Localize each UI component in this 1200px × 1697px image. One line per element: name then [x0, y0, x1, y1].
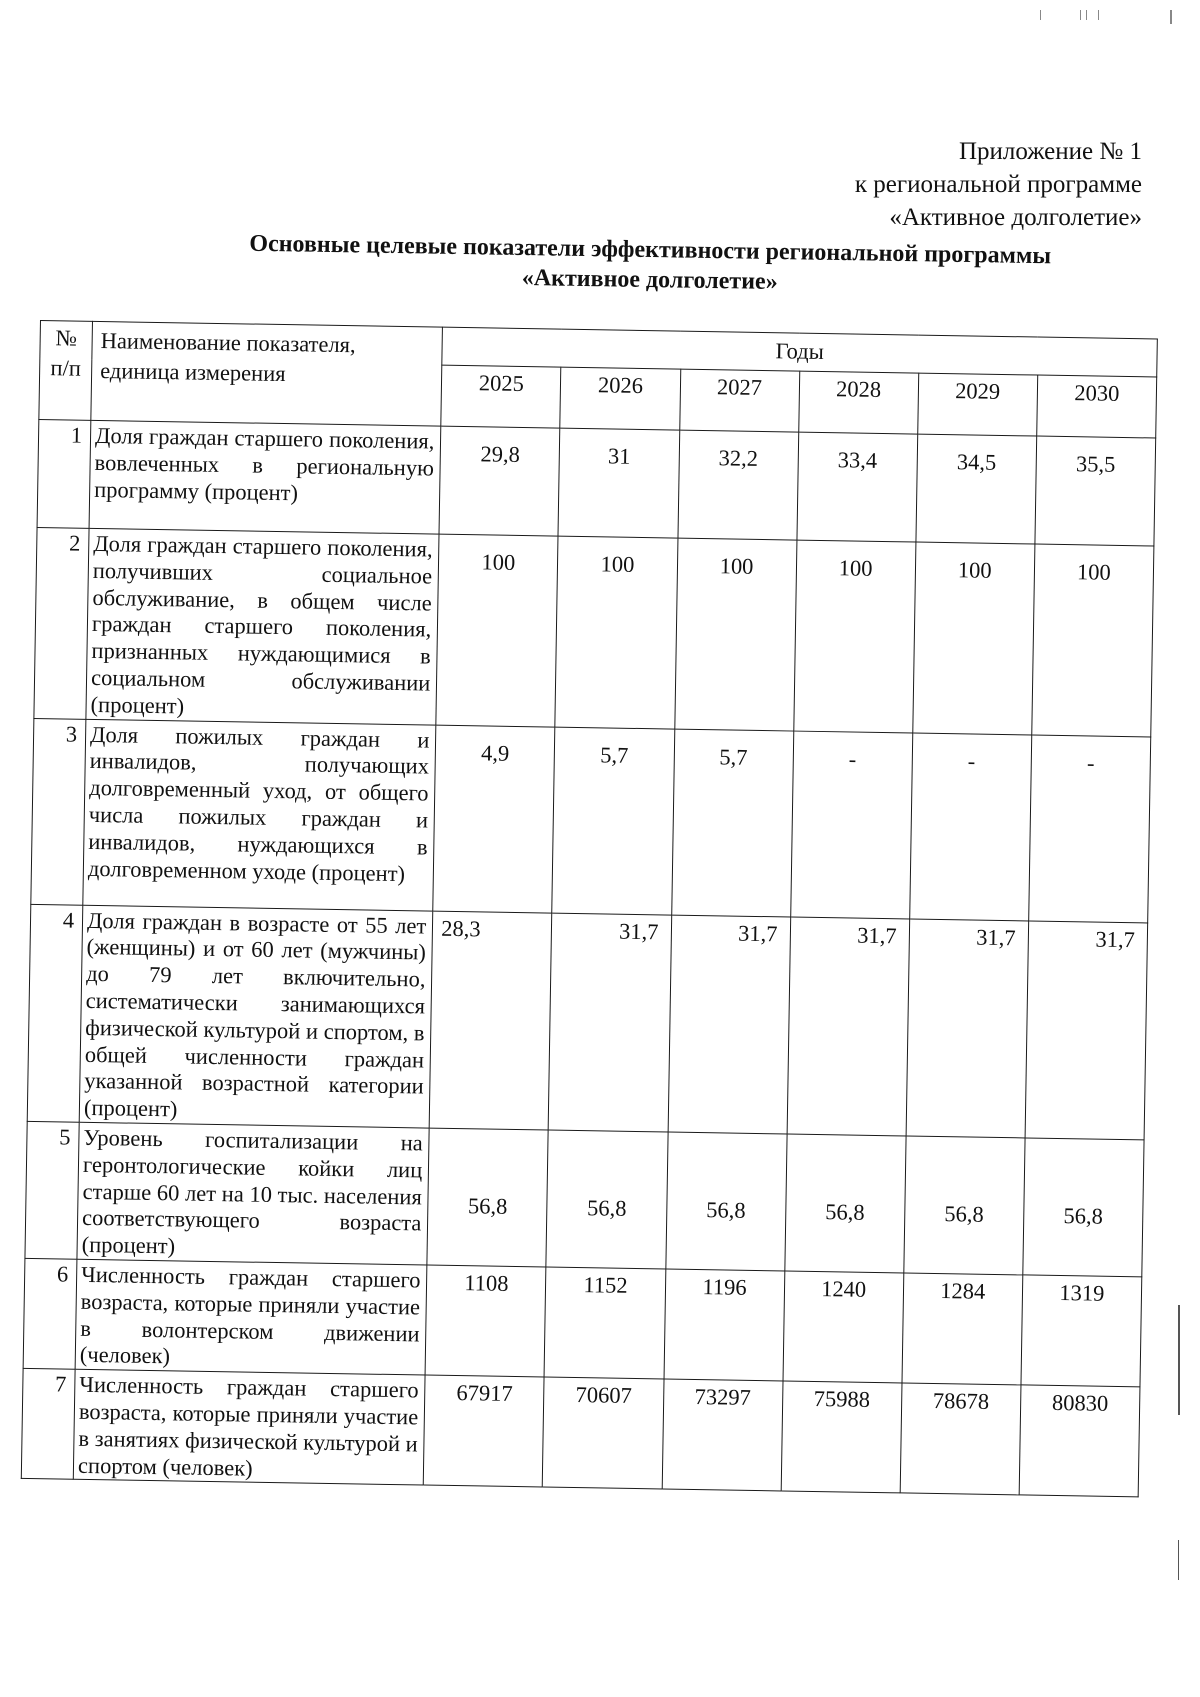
value-cell: 1152 [544, 1267, 665, 1379]
value-cell: 28,3 [429, 911, 552, 1130]
value-cell: 75988 [781, 1381, 902, 1493]
value-cell: 32,2 [677, 430, 798, 540]
indicator-name: Численность граждан старшего возраста, которые приняли участие в занятиях физической культурой и спортом (человек) [73, 1369, 425, 1485]
title-line: «Активное долголетие» [521, 264, 778, 296]
value-cell: 80830 [1019, 1385, 1140, 1497]
value-cell: 78678 [900, 1383, 1021, 1495]
indicators-table [21, 320, 1158, 1498]
value-cell: 31 [558, 428, 679, 538]
row-number: 1 [37, 419, 91, 528]
row-number: 3 [31, 718, 86, 905]
table-row [21, 1368, 1140, 1497]
value-cell: 1319 [1021, 1275, 1142, 1387]
value-cell: 35,5 [1035, 436, 1156, 546]
value-cell: 1108 [425, 1265, 546, 1377]
indicator-name: Доля граждан старшего поколения, вовлеченных в региональную программу (процент) [89, 420, 441, 534]
value-cell: 56,8 [784, 1134, 905, 1273]
table-row [37, 419, 1156, 546]
title-line: Основные целевые показатели эффективности региональной программы [249, 230, 1052, 270]
column-header-year: 2030 [1036, 375, 1156, 438]
table-row [31, 718, 1151, 922]
value-cell: 56,8 [546, 1130, 667, 1269]
table-row [25, 1121, 1144, 1276]
table-row [27, 904, 1147, 1140]
value-cell: 56,8 [665, 1132, 786, 1271]
value-cell: 31,7 [787, 917, 910, 1136]
appendix-line: «Активное долголетие» [889, 204, 1142, 231]
indicator-name: Численность граждан старшего возраста, которые приняли участие в волонтерском движении (человек) [75, 1259, 427, 1375]
value-cell: 4,9 [433, 725, 555, 913]
value-cell: 100 [912, 542, 1034, 735]
row-number: 2 [34, 527, 89, 718]
scan-artifact-marks [1040, 10, 1180, 24]
value-cell: 100 [436, 534, 558, 727]
column-header-indicator: Наименование показателя, единица измерения [91, 321, 443, 426]
column-header-number [39, 321, 93, 421]
value-cell: 29,8 [439, 426, 560, 536]
table-row [23, 1258, 1142, 1387]
column-header-year: 2029 [917, 373, 1037, 436]
value-cell: 70607 [543, 1377, 664, 1489]
row-number: 5 [25, 1121, 79, 1259]
column-header-years: Годы [442, 327, 1157, 377]
column-header-year: 2025 [441, 365, 561, 428]
value-cell: - [790, 731, 912, 919]
value-cell: 5,7 [552, 727, 674, 915]
value-cell: 56,8 [1023, 1138, 1144, 1277]
appendix-reference [855, 135, 1142, 234]
value-cell: 100 [674, 538, 796, 731]
value-cell: 1196 [664, 1269, 785, 1381]
row-number: 4 [27, 904, 83, 1122]
header-num-line: п/п [50, 355, 82, 381]
value-cell: 1240 [783, 1271, 904, 1383]
table-row [34, 527, 1154, 736]
value-cell: 1284 [902, 1273, 1023, 1385]
indicator-name: Доля граждан в возрасте от 55 лет (женщины) и от 60 лет (мужчины) до 79 лет включительно, систематически занимающихся физической культурой и спортом, в общей численности граждан указанной возрастной категории (процент) [79, 905, 433, 1128]
scan-edge-mark [1178, 1540, 1179, 1580]
value-cell: 31,7 [549, 913, 672, 1132]
column-header-year: 2026 [560, 367, 680, 430]
value-cell: 34,5 [916, 434, 1037, 544]
indicator-name: Доля пожилых граждан и инвалидов, получающих долговременный уход, от общего числа пожилых граждан и инвалидов, нуждающихся в долговременном уходе (процент) [83, 719, 436, 911]
value-cell: 31,7 [906, 919, 1029, 1138]
indicator-name: Уровень госпитализации на геронтологические койки лиц старше 60 лет на 10 тыс. населения соответствующего возраста (процент) [77, 1122, 430, 1265]
value-cell: 31,7 [1025, 921, 1148, 1140]
value-cell: - [1028, 735, 1150, 923]
value-cell: 73297 [662, 1379, 783, 1491]
row-number: 7 [21, 1368, 75, 1479]
value-cell: 33,4 [797, 432, 918, 542]
header-num-line: № [55, 325, 78, 351]
appendix-line: Приложение № 1 [958, 138, 1142, 165]
indicator-name: Доля граждан старшего поколения, получивших социальное обслуживание, в общем числе граждан старшего поколения, признанных нуждающимися в социальном обслуживании (процент) [86, 528, 439, 724]
value-cell: - [909, 733, 1031, 921]
value-cell: 100 [555, 536, 677, 729]
row-number: 6 [23, 1258, 77, 1369]
value-cell: 56,8 [427, 1128, 548, 1267]
value-cell: 56,8 [904, 1136, 1025, 1275]
appendix-line: к региональной программе [854, 171, 1142, 198]
value-cell: 5,7 [671, 729, 793, 917]
value-cell: 67917 [424, 1375, 545, 1487]
column-header-year: 2028 [798, 371, 918, 434]
value-cell: 100 [793, 540, 915, 733]
document-title [180, 228, 1121, 303]
value-cell: 31,7 [668, 915, 791, 1134]
scan-edge-mark [1178, 1305, 1180, 1415]
value-cell: 100 [1032, 544, 1154, 737]
indicators-table-container [21, 320, 1158, 1498]
column-header-year: 2027 [679, 369, 799, 432]
